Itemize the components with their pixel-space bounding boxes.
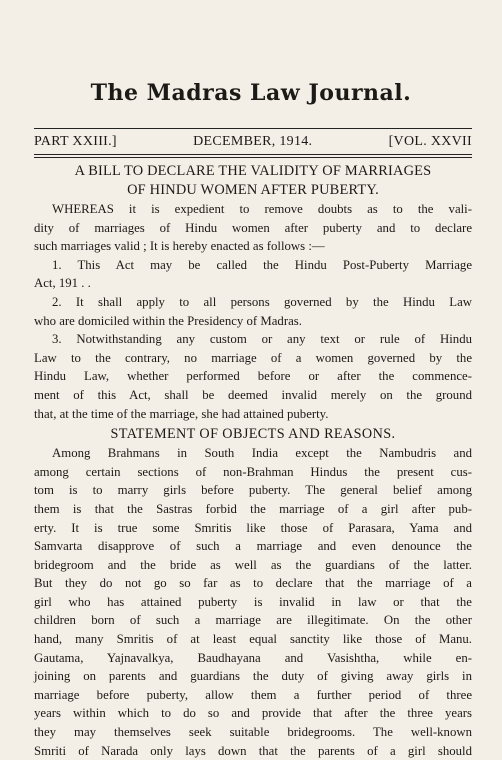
section-1 (34, 256, 472, 293)
text-line: among certain sections of non-Brahman Hindus the present cus- (34, 464, 472, 479)
text-line: Samvarta disapprove of such a marriage and even denounce the (34, 539, 472, 554)
statement-body (34, 444, 472, 760)
text-line: such marriages valid ; It is hereby enacted as follows :— (34, 239, 325, 254)
text-line: erty. It is true some Smritis like those of Parasara, Yama and (34, 520, 472, 535)
divider (34, 157, 472, 158)
text-line: But they do not go so far as to declare that the marriage of a (34, 576, 472, 591)
text-line: marriage before puberty, allow them a further period of three (34, 687, 472, 702)
section-2 (34, 293, 472, 330)
text-line: them is that the Sastras forbid the marriage of a girl after pub- (34, 501, 472, 516)
text-line: Act, 191 . . (34, 276, 91, 291)
issue-line (34, 134, 472, 150)
text-line: children born of such a marriage are illegitimate. On the other (34, 613, 472, 628)
issue-volume: [VOL. XXVII (388, 134, 472, 149)
text-line: Among Brahmans in South India except the Nambudris and (52, 446, 472, 461)
statement-heading: STATEMENT OF OBJECTS AND REASONS. (110, 426, 396, 443)
text-line: 1. This Act may be called the Hindu Post-Puberty Marriage (52, 257, 472, 272)
text-line: Gautama, Yajnavalkya, Baudhayana and Vasishtha, while en- (34, 650, 472, 665)
text-line: ment of this Act, shall be deemed invalid merely on the ground (34, 387, 472, 402)
title-line: A BILL TO DECLARE THE VALIDITY OF MARRIAGES (74, 163, 432, 179)
issue-part: PART XXIII.] (34, 134, 117, 149)
text-line: they may themselves seek suitable bridegrooms. The well-known (34, 725, 472, 740)
text-line: tom is to marry girls before puberty. The general belief among (34, 483, 472, 498)
divider (34, 128, 472, 129)
article-title (34, 162, 472, 200)
title-line: OF HINDU WOMEN AFTER PUBERTY. (127, 182, 379, 198)
issue-date: DECEMBER, 1914. (193, 134, 313, 149)
masthead: The Madras Law Journal. (90, 80, 412, 106)
text-line: Law to the contrary, no marriage of a women governed by the (34, 350, 472, 365)
text-line: 2. It shall apply to all persons governed by the Hindu Law (52, 294, 472, 309)
text-line: who are domiciled within the Presidency of Madras. (34, 313, 302, 328)
text-line: Smriti of Narada only lays down that the parents of a girl should (34, 743, 472, 758)
text-line: hand, many Smritis of at least equal sanctity like those of Manu. (34, 632, 472, 647)
preamble (34, 200, 472, 256)
article (34, 162, 472, 760)
text-line: girl who has attained puberty is invalid in law or that the (34, 594, 472, 609)
section-3 (34, 330, 472, 423)
text-line: dity of marriages of Hindu women after puberty and to declare (34, 220, 472, 235)
text-line: 3. Notwithstanding any custom or any text or rule of Hindu (52, 332, 472, 347)
text-line: WHEREAS it is expedient to remove doubts as to the vali- (52, 202, 472, 216)
text-line: Hindu Law, whether performed before or after the commence- (34, 369, 472, 384)
text-line: that, at the time of the marriage, she had attained puberty. (34, 406, 329, 421)
text-line: joining on parents and guardians the duty of giving away girls in (34, 669, 472, 684)
text-line: years within which to do so and provide that after the three years (34, 706, 472, 721)
divider (34, 154, 472, 155)
text-line: bridegroom and the bride as well as the guardians of the latter. (34, 557, 472, 572)
